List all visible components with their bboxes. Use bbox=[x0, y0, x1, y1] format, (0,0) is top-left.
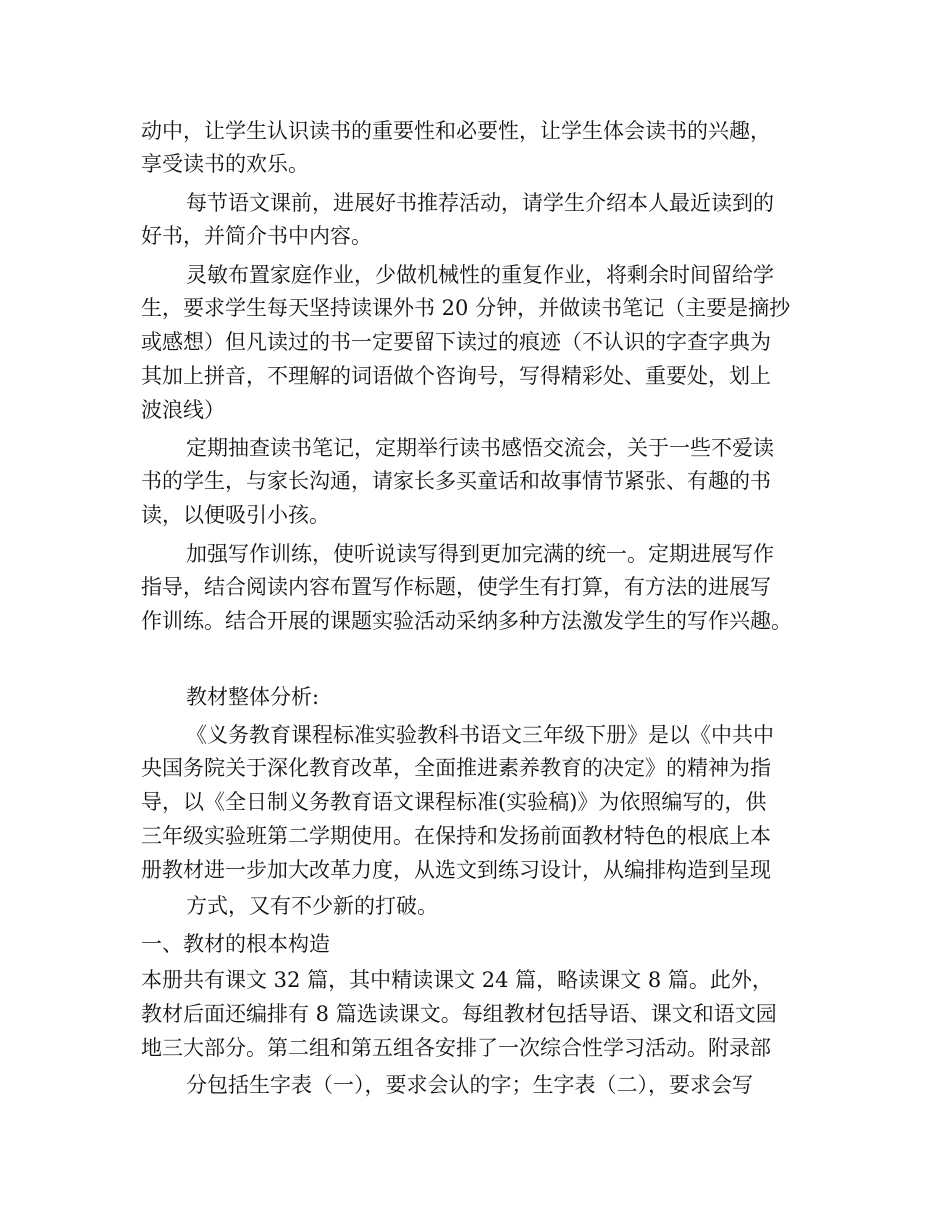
text-line-24: 本册共有课文 32 篇，其中精读课文 24 篇，略读课文 8 篇。此外， bbox=[141, 968, 773, 992]
text-line-9: 波浪线） bbox=[141, 398, 225, 422]
text-line-6: 生，要求学生每天坚持读课外书 20 分钟，并做读书笔记（主要是摘抄 bbox=[141, 296, 791, 320]
text-line-27: 分包括生字表（一），要求会认的字；生字表（二），要求会写 bbox=[186, 1073, 753, 1097]
text-line-20: 三年级实验班第二学期使用。在保持和发扬前面教材特色的根底上本 bbox=[141, 824, 771, 848]
text-line-10: 定期抽查读书笔记，定期举行读书感悟交流会，关于一些不爱读 bbox=[186, 436, 774, 460]
text-line-4: 好书，并简介书中内容。 bbox=[141, 224, 372, 248]
text-line-5: 灵敏布置家庭作业，少做机械性的重复作业，将剩余时间留给学 bbox=[186, 263, 774, 287]
text-line-21: 册教材进一步加大改革力度，从选文到练习设计，从编排构造到呈现 bbox=[141, 858, 771, 882]
text-line-11: 书的学生，与家长沟通，请家长多买童话和故事情节紧张、有趣的书 bbox=[141, 469, 771, 493]
text-line-18: 央国务院关于深化教育改革，全面推进素养教育的决定》的精神为指 bbox=[141, 756, 771, 780]
text-line-26: 地三大部分。第二组和第五组各安排了一次综合性学习活动。附录部 bbox=[141, 1036, 771, 1060]
text-line-17: 《义务教育课程标准实验教科书语文三年级下册》是以《中共中 bbox=[186, 723, 774, 747]
text-line-12: 读，以便吸引小孩。 bbox=[141, 503, 330, 527]
text-line-15: 作训练。结合开展的课题实验活动采纳多种方法激发学生的写作兴趣。 bbox=[141, 609, 792, 633]
text-line-19: 导，以《全日制义务教育语文课程标准(实验稿)》为依照编写的，供 bbox=[141, 790, 767, 814]
text-line-3: 每节语文课前，进展好书推荐活动，请学生介绍本人最近读到的 bbox=[186, 191, 774, 215]
text-line-7: 或感想）但凡读过的书一定要留下读过的痕迹（不认识的字查字典为 bbox=[141, 330, 771, 354]
text-line-2: 享受读书的欢乐。 bbox=[141, 152, 309, 176]
section-heading-structure: 一、教材的根本构造 bbox=[141, 932, 330, 956]
text-line-25: 教材后面还编排有 8 篇选读课文。每组教材包括导语、课文和语文园 bbox=[141, 1002, 777, 1026]
section-heading-analysis: 教材整体分析: bbox=[186, 685, 320, 709]
text-line-8: 其加上拼音，不理解的词语做个咨询号，写得精彩处、重要处，划上 bbox=[141, 364, 771, 388]
text-line-22: 方式，又有不少新的打破。 bbox=[186, 894, 438, 918]
text-line-14: 指导，结合阅读内容布置写作标题，使学生有打算，有方法的进展写 bbox=[141, 575, 771, 599]
text-line-13: 加强写作训练，使听说读写得到更加完满的统一。定期进展写作 bbox=[186, 542, 774, 566]
text-line-1: 动中，让学生认识读书的重要性和必要性，让学生体会读书的兴趣， bbox=[141, 119, 771, 143]
